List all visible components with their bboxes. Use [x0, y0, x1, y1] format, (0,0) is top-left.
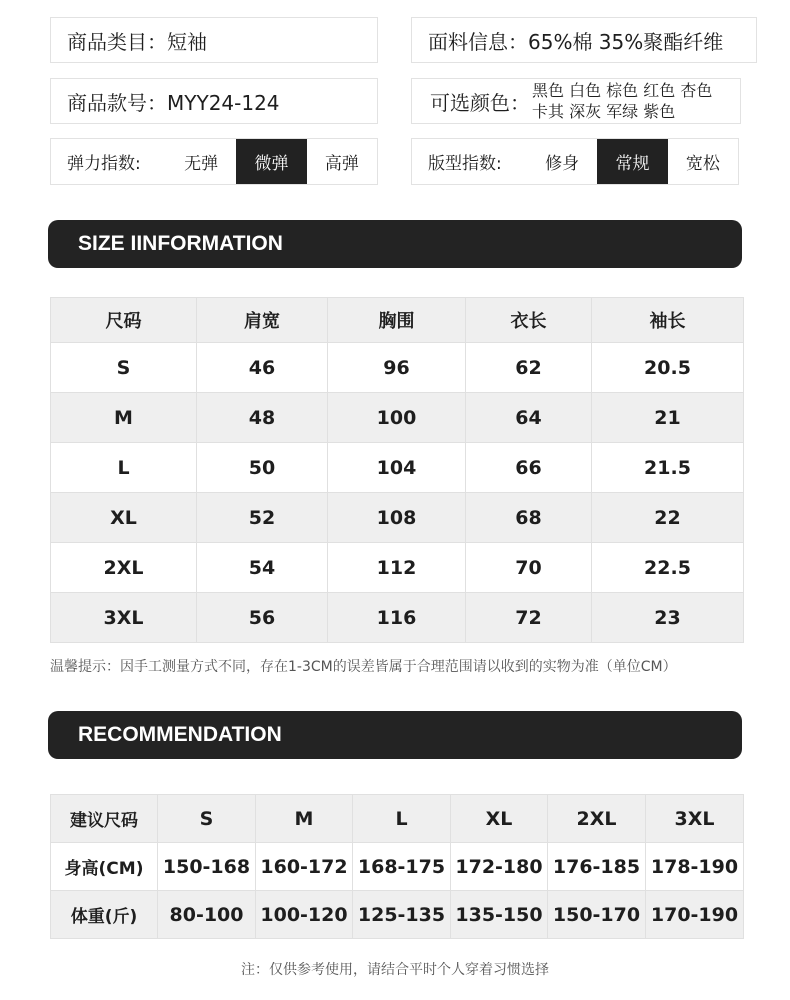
- size-section-title: SIZE IINFORMATION: [78, 232, 283, 255]
- table-cell: 70: [466, 543, 592, 593]
- table-cell: 108: [328, 493, 466, 543]
- category-text: 商品类目：短袖: [67, 29, 207, 54]
- table-cell: 176-185: [548, 843, 646, 891]
- table-cell: 20.5: [592, 343, 744, 393]
- table-row: [51, 593, 744, 643]
- table-cell: M: [51, 393, 197, 443]
- recommendation-note: 注：仅供参考使用，请结合平时个人穿着习惯选择: [241, 962, 549, 978]
- table-cell: 2XL: [51, 543, 197, 593]
- table-cell: 64: [466, 393, 592, 443]
- table-cell: 172-180: [451, 843, 548, 891]
- table-cell: S: [158, 795, 256, 843]
- table-cell: S: [51, 343, 197, 393]
- table-cell: 21: [592, 393, 744, 443]
- colors-box: [411, 78, 741, 124]
- table-cell: XL: [51, 493, 197, 543]
- recommendation-banner: [48, 711, 742, 759]
- table-cell: 22: [592, 493, 744, 543]
- table-row: [51, 543, 744, 593]
- size-table: [50, 297, 744, 643]
- row-header-height: 身高(CM): [51, 843, 158, 891]
- fit-option-regular: 常规: [597, 139, 667, 184]
- fit-option-slim: 修身: [545, 154, 580, 174]
- fabric-text: 面料信息：65%棉 35%聚酯纤维: [428, 29, 724, 54]
- table-row: [51, 843, 744, 891]
- header-chest: 胸围: [328, 298, 466, 343]
- recommendation-title: RECOMMENDATION: [78, 723, 282, 746]
- header-sleeve: 袖长: [592, 298, 744, 343]
- colors-list: [532, 80, 712, 122]
- table-row: [51, 443, 744, 493]
- table-cell: 46: [197, 343, 328, 393]
- table-cell: 54: [197, 543, 328, 593]
- table-cell: XL: [451, 795, 548, 843]
- table-cell: M: [256, 795, 353, 843]
- table-cell: 66: [466, 443, 592, 493]
- table-cell: 72: [466, 593, 592, 643]
- elasticity-scale: [50, 138, 378, 185]
- table-row: [51, 795, 744, 843]
- table-row: [51, 493, 744, 543]
- table-cell: 100: [328, 393, 466, 443]
- fit-option-loose: 宽松: [685, 154, 720, 174]
- table-cell: 68: [466, 493, 592, 543]
- elasticity-option-high: 高弹: [324, 154, 359, 174]
- colors-line-1: 黑色 白色 棕色 红色 杏色: [532, 81, 713, 100]
- table-cell: 23: [592, 593, 744, 643]
- table-cell: 80-100: [158, 891, 256, 939]
- fabric-box: [411, 17, 757, 63]
- table-cell: 150-168: [158, 843, 256, 891]
- table-cell: L: [353, 795, 451, 843]
- size-table-header: [51, 298, 744, 343]
- table-row: [51, 343, 744, 393]
- fit-scale: [411, 138, 739, 185]
- colors-label: 可选颜色：: [430, 90, 530, 115]
- table-cell: 104: [328, 443, 466, 493]
- category-box: [50, 17, 378, 63]
- row-header-weight: 体重(斤): [51, 891, 158, 939]
- table-cell: 2XL: [548, 795, 646, 843]
- table-cell: 178-190: [646, 843, 744, 891]
- row-header-size: 建议尺码: [51, 795, 158, 843]
- table-cell: 22.5: [592, 543, 744, 593]
- header-shoulder: 肩宽: [197, 298, 328, 343]
- header-length: 衣长: [466, 298, 592, 343]
- table-cell: 168-175: [353, 843, 451, 891]
- header-size: 尺码: [51, 298, 197, 343]
- table-cell: 48: [197, 393, 328, 443]
- table-cell: 112: [328, 543, 466, 593]
- table-row: [51, 891, 744, 939]
- table-cell: 160-172: [256, 843, 353, 891]
- table-cell: 96: [328, 343, 466, 393]
- table-cell: 125-135: [353, 891, 451, 939]
- style-no-box: [50, 78, 378, 124]
- recommendation-table: [50, 794, 744, 939]
- size-section-banner: [48, 220, 742, 268]
- table-cell: 135-150: [451, 891, 548, 939]
- table-cell: 150-170: [548, 891, 646, 939]
- table-cell: L: [51, 443, 197, 493]
- table-cell: 62: [466, 343, 592, 393]
- table-row: [51, 393, 744, 443]
- table-cell: 100-120: [256, 891, 353, 939]
- table-cell: 116: [328, 593, 466, 643]
- table-cell: 50: [197, 443, 328, 493]
- colors-line-2: 卡其 深灰 军绿 紫色: [532, 102, 676, 121]
- table-cell: 3XL: [51, 593, 197, 643]
- elasticity-option-slight: 微弹: [236, 139, 306, 184]
- elasticity-label: 弹力指数:: [67, 154, 141, 174]
- size-note: 温馨提示：因手工测量方式不同，存在1-3CM的误差皆属于合理范围请以收到的实物为准（单位CM）: [50, 659, 677, 675]
- table-cell: 21.5: [592, 443, 744, 493]
- table-cell: 56: [197, 593, 328, 643]
- elasticity-option-none: 无弹: [184, 154, 219, 174]
- fit-label: 版型指数:: [428, 154, 502, 174]
- style-no-text: 商品款号：MYY24-124: [67, 90, 280, 115]
- table-cell: 170-190: [646, 891, 744, 939]
- table-cell: 3XL: [646, 795, 744, 843]
- table-cell: 52: [197, 493, 328, 543]
